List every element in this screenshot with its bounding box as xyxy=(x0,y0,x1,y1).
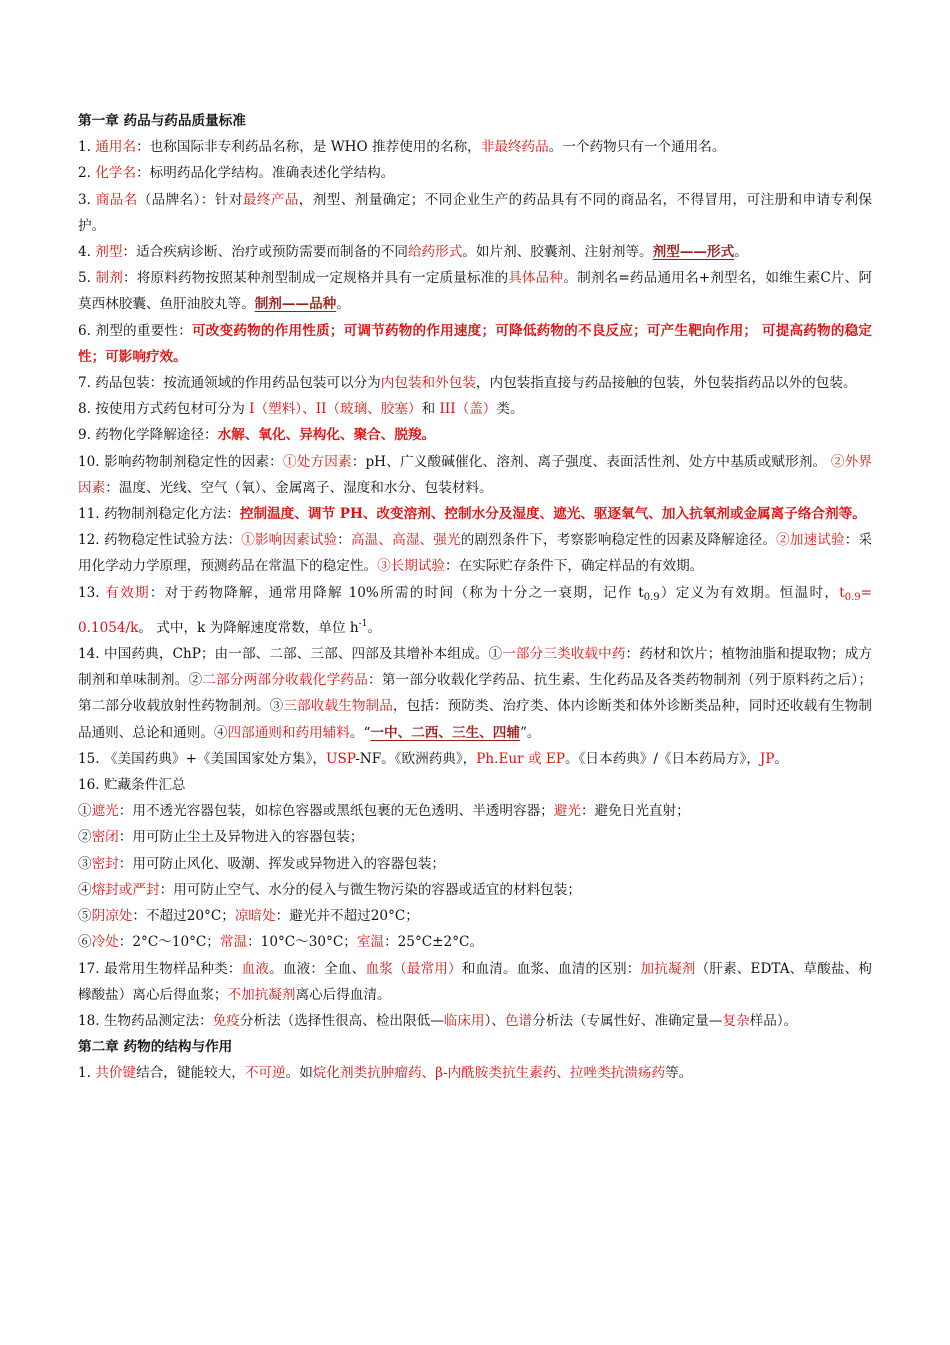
item-1-generic-name: 1. 通用名：也称国际非专利药品名称，是 WHO 推荐使用的名称，非最终药品。一个药物只有一个通用名。 xyxy=(78,139,726,156)
item-4-dosage-form: 4. 剂型：适合疾病诊断、治疗或预防需要而制备的不同给药形式。如片剂、胶囊剂、注射剂等。剂型——形式。 xyxy=(78,244,748,261)
item-2-chemical-name: 2. 化学名：标明药品化学结构。准确表述化学结构。 xyxy=(78,165,395,182)
item-9-degradation: 9. 药物化学降解途径：水解、氧化、异构化、聚合、脱羧。 xyxy=(78,427,436,444)
storage-fused-seal: ④熔封或严封：用可防止空气、水分的侵入与微生物污染的容器或适宜的材料包装； xyxy=(78,881,581,898)
document-page xyxy=(78,108,872,1087)
storage-closed: ②密闭：用可防止尘土及异物进入的容器包装； xyxy=(78,829,364,846)
ch2-item-1-covalent-bond: 1. 共价键结合，键能较大，不可逆。如烷化剂类抗肿瘤药、β-内酰胺类抗生素药、拉唑类抗溃疡药等。 xyxy=(78,1065,693,1082)
item-11-stabilization: 11. 药物制剂稳定化方法：控制温度、调节 PH、改变溶剂、控制水分及湿度、遮光、驱逐氧气、加入抗氧剂或金属离子络合剂等。 xyxy=(78,506,866,523)
item-5-preparation: 5. 制剂：将原料药物按照某种剂型制成一定规格并具有一定质量标准的具体品种。制剂名=药品通用名+剂型名，如维生素C片、阿莫西林胶囊、鱼肝油胶丸等。制剂——品种。 xyxy=(78,270,873,313)
item-18-bio-assay: 18. 生物药品测定法：免疫分析法（选择性很高、检出限低—临床用）、色谱分析法（专属性好、准确定量—复杂样品）。 xyxy=(78,1012,798,1029)
item-14-chinese-pharmacopoeia: 14. 中国药典，ChP；由一部、二部、三部、四部及其增补本组成。①一部分三类收载中药：药材和饮片；植物油脂和提取物；成方制剂和单味制剂。②二部分两部分收载化学药品：第一部分收载化学药品、抗生素、生化药品及各类药物制剂（列于原料药之后）；第二部分收载放射性药物制剂。③三部收载生物制品，包括：预防类、治疗类、体内诊断类和体外诊断类品种，同时还收载有生物制品通则、总论和通则。④四部通则和药用辅料。“一中、二西、三生、四辅”。 xyxy=(78,646,873,741)
item-10-stability-factors: 10. 影响药物制剂稳定性的因素：①处方因素：pH、广义酸碱催化、溶剂、离子强度、表面活性剂、处方中基质或赋形剂。 ②外界因素：温度、光线、空气（氧）、金属离子、湿度和水分、包装材料。 xyxy=(78,453,872,496)
item-8-packaging-material: 8. 按使用方式药包材可分为 I（塑料）、II（玻璃、胶塞）和 III（盖）类。 xyxy=(78,401,524,418)
chapter-1-title: 第一章 药品与药品质量标准 xyxy=(78,113,246,129)
item-7-packaging: 7. 药品包装：按流通领域的作用药品包装可以分为内包装和外包装，内包装指直接与药品接触的包装，外包装指药品以外的包装。 xyxy=(78,375,857,392)
item-12-stability-tests: 12. 药物稳定性试验方法：①影响因素试验：高温、高湿、强光的剧烈条件下，考察影响稳定性的因素及降解途径。②加速试验：采用化学动力学原理，预测药品在常温下的稳定性。③长期试验：在实际贮存条件下，确定样品的有效期。 xyxy=(78,532,873,575)
storage-light-shield: ①遮光：用不透光容器包装，如棕色容器或黑纸包裹的无色透明、半透明容器；避光：避免日光直射； xyxy=(78,803,690,820)
item-13-shelf-life: 13. 有效期：对于药物降解，通常用降解 10%所需的时间（称为十分之一衰期，记作 $t_{0.9}$）定义为有效期。恒温时，$t_{0.9}= 0.1054/k$。 式中，k 为降解速度常数，单位 $h^{-1}$。 xyxy=(78,584,873,636)
item-6-dosage-form-importance: 6. 剂型的重要性：可改变药物的作用性质；可调节药物的作用速度；可降低药物的不良反应；可产生靶向作用； 可提高药物的稳定性；可影响疗效。 xyxy=(78,322,872,365)
storage-temperatures: ⑥冷处：2°C～10°C；常温：10°C～30°C；室温：25°C±2°C。 xyxy=(78,934,483,951)
chapter-2-title: 第二章 药物的结构与作用 xyxy=(78,1039,233,1056)
item-16-storage-title: 16. 贮藏条件汇总 xyxy=(78,777,186,794)
storage-sealed: ③密封：用可防止风化、吸潮、挥发或异物进入的容器包装； xyxy=(78,855,446,872)
item-15-foreign-pharmacopoeia: 15. 《美国药典》+《美国国家处方集》，USP-NF。《欧洲药典》，Ph.Eur 或 EP。《日本药典》/《日本药局方》，JP。 xyxy=(78,750,789,767)
storage-cool-place: ⑤阴凉处：不超过20°C；凉暗处：避光并不超过20°C； xyxy=(78,908,419,925)
item-3-trade-name: 3. 商品名（品牌名）：针对最终产品，剂型、剂量确定；不同企业生产的药品具有不同的商品名，不得冒用，可注册和申请专利保护。 xyxy=(78,191,873,234)
item-17-bio-samples: 17. 最常用生物样品种类：血液。血液：全血、血浆（最常用）和血清。血浆、血清的区别：加抗凝剂（肝素、EDTA、草酸盐、枸橼酸盐）离心后得血浆；不加抗凝剂离心后得血清。 xyxy=(78,960,873,1003)
